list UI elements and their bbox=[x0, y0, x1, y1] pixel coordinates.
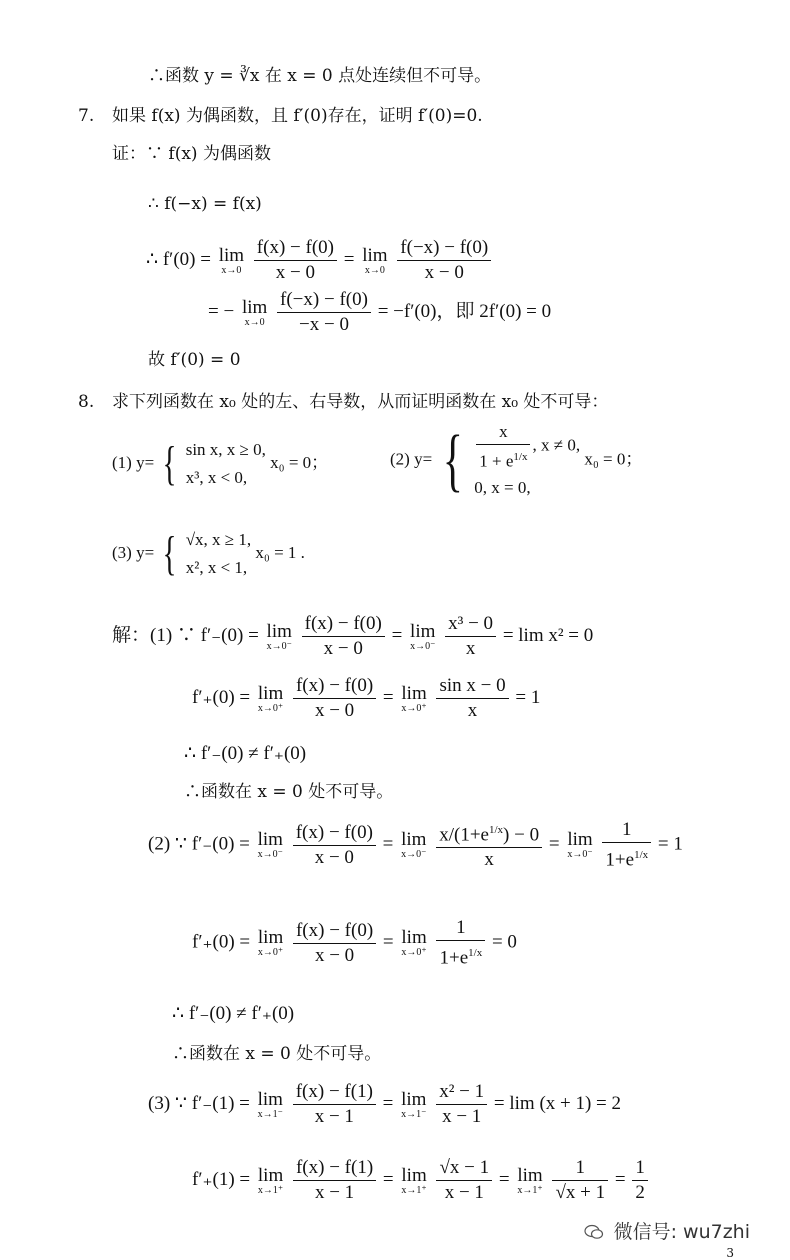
solution-3-right: f′₊(1) = lim x→1⁺ $\frac{f(x) - f(1)}{x - 1}$ = lim x→1⁺ $\frac{√x - 1}{x - 1}$ = lim x→1⁺ $\frac{1}{√x + 1}$ = $\frac{1}{2}$ bbox=[192, 1156, 650, 1205]
solution-2-left: (2) ∵ f′₋(0) = lim x→0⁻ $\frac{f(x) - f(0)}{x - 0}$ = lim x→0⁻ $\frac{x/(1+e^{1/x}) - 0}{x}$ = lim x→0⁻ $\frac{1}{1+e^{1/x}}$ = 1 bbox=[148, 819, 683, 871]
solution-1-conclusion: ∴函数在 x = 0 处不可导。 bbox=[184, 782, 394, 802]
problem-7-step-2: ∴ f′(0) = lim x→0 $\frac{f(x) - f(0)}{x - 0}$ = lim x→0 $\frac{f(-x) - f(0)}{x - 0}$ bbox=[146, 236, 493, 285]
problem-8-text: 求下列函数在 x₀ 处的左、右导数，从而证明函数在 x₀ 处不可导： bbox=[112, 392, 609, 412]
solution-3-left: (3) ∵ f′₋(1) = lim x→1⁻ $\frac{f(x) - f(1)}{x - 1}$ = lim x→1⁻ $\frac{\text{x² − 1}}{x - 1}$ = lim (x + 1) = 2 bbox=[148, 1081, 622, 1127]
problem-7-conclusion: 故 f′(0) = 0 bbox=[148, 350, 241, 370]
problem-8-part-1: (1) y= { sin x, x ≥ 0, x³, x < 0, x₀ = 0； bbox=[112, 437, 329, 490]
page-number: 3 bbox=[726, 1246, 734, 1260]
problem-8-part-2: (2) y= { $\frac{x}{1 + e^{1/x}}$ , x ≠ 0, 0, x = 0, x₀ = 0； bbox=[390, 421, 643, 499]
problem-7-number: 7. bbox=[78, 106, 95, 126]
solution-2-compare: ∴ f′₋(0) ≠ f′₊(0) bbox=[172, 1003, 295, 1024]
watermark-text: 微信号: wu7zhi bbox=[613, 1221, 750, 1243]
problem-8-number: 8. bbox=[78, 392, 95, 412]
problem-7-step-3: = − lim x→0 $\frac{f(-x) - f(0)}{-x - 0}$ = −f′(0)，即 2f′(0) = 0 bbox=[208, 289, 552, 335]
solution-1-compare: ∴ f′₋(0) ≠ f′₊(0) bbox=[184, 743, 307, 764]
problem-7-step-1: ∴ f(−x) = f(x) bbox=[148, 194, 262, 214]
wechat-watermark bbox=[584, 1217, 750, 1244]
solution-2-right: f′₊(0) = lim x→0⁺ $\frac{f(x) - f(0)}{x - 0}$ = lim x→0⁺ $\frac{1}{1+e^{1/x}}$ = 0 bbox=[192, 917, 517, 969]
problem-7-text: 如果 f(x) 为偶函数，且 f′(0)存在，证明 f′(0)=0. bbox=[112, 106, 483, 126]
solution-2-conclusion: ∴函数在 x = 0 处不可导。 bbox=[172, 1044, 382, 1064]
solution-1-right: f′₊(0) = lim x→0⁺ $\frac{f(x) - f(0)}{x - 0}$ = lim x→0⁺ $\frac{\text{sin x − 0}}{x}$ = 1 bbox=[192, 675, 541, 721]
line-conclusion-cbrt: ∴函数 y = ∛x 在 x = 0 点处连续但不可导。 bbox=[148, 66, 492, 86]
solution-1-left: 解：(1) ∵ f′₋(0) = lim x→0⁻ $\frac{f(x) - f(0)}{x - 0}$ = lim x→0⁻ $\frac{\text{x³ − 0}}{x}$ = lim x² = 0 bbox=[112, 613, 594, 659]
wechat-icon bbox=[584, 1224, 604, 1240]
problem-8-part-3: (3) y= { √x, x ≥ 1, x², x < 1, x₀ = 1 . bbox=[112, 527, 305, 580]
problem-7-proof-start: 证：∵ f(x) 为偶函数 bbox=[112, 144, 271, 164]
